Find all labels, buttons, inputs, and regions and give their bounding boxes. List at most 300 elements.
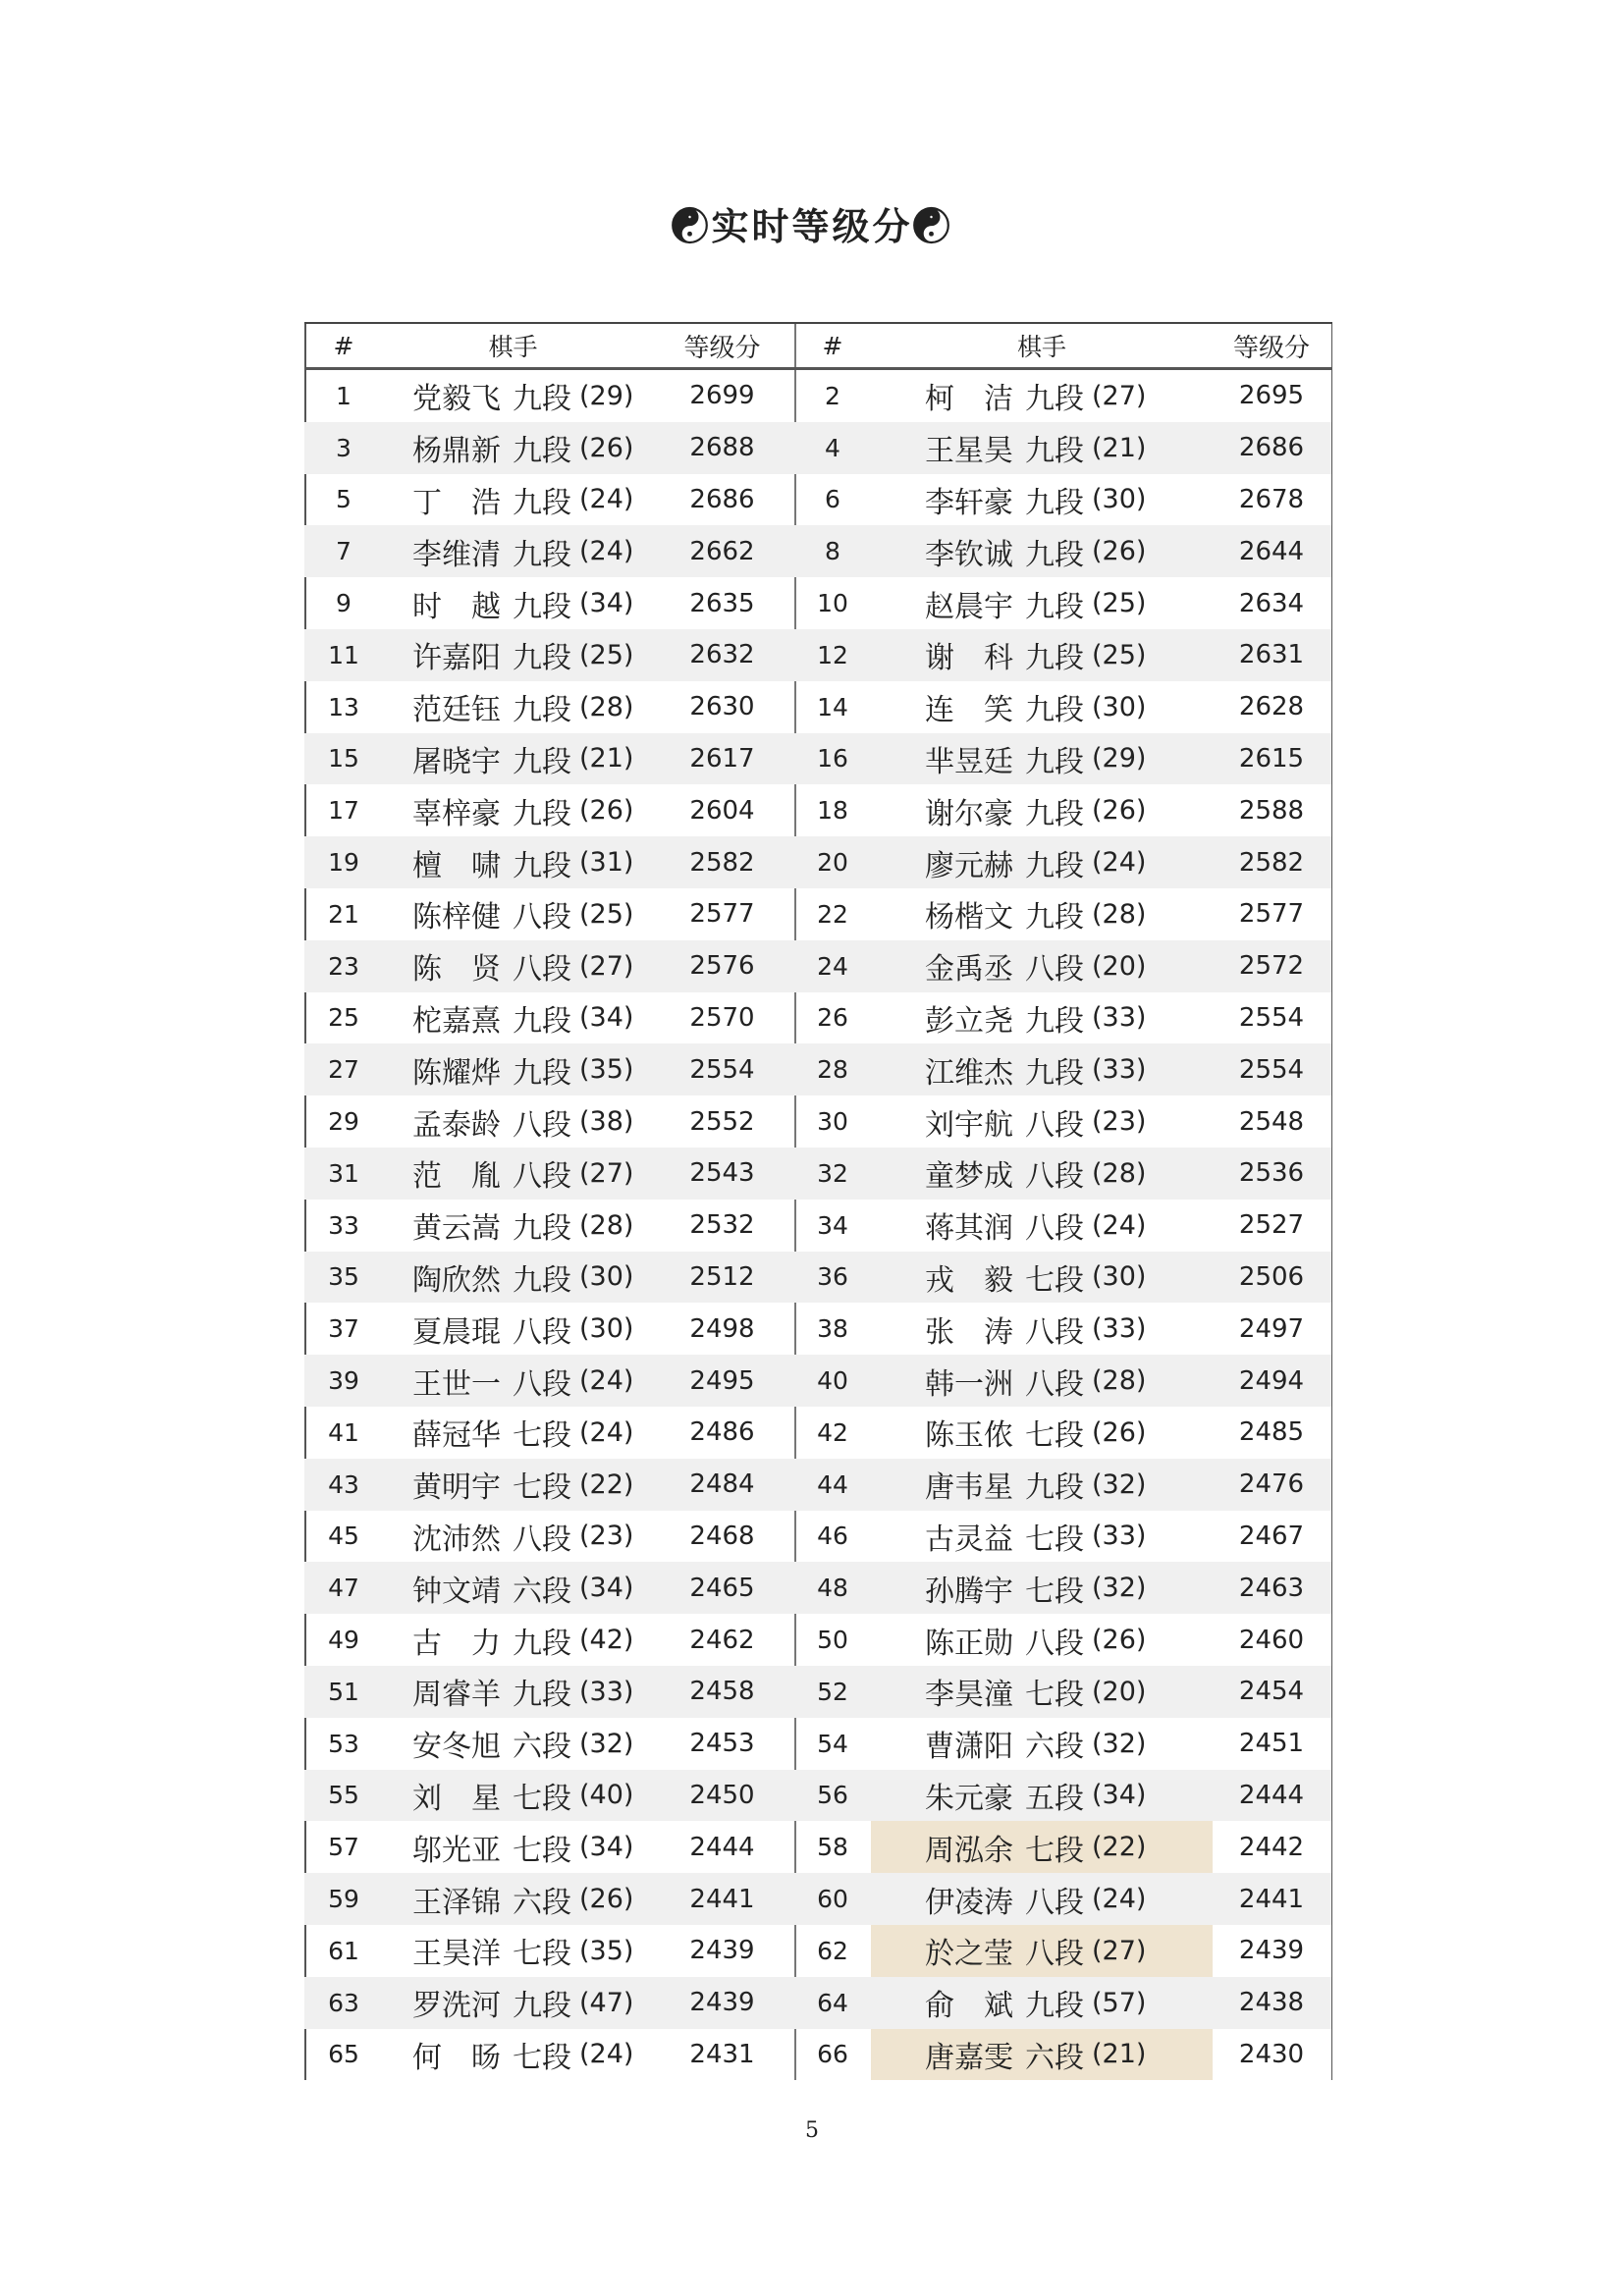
table-row <box>304 1355 1332 1407</box>
player-entry <box>304 629 794 681</box>
rank-number: 7 <box>336 537 352 566</box>
rank-number: 47 <box>328 1574 359 1603</box>
rank-number: 56 <box>817 1781 848 1810</box>
rank-number: 44 <box>817 1469 848 1499</box>
player-dan: 八段 <box>1025 1159 1084 1195</box>
rank-number: 37 <box>328 1314 359 1344</box>
rank-number: 11 <box>328 640 359 669</box>
player-dan: 七段 <box>513 1781 571 1816</box>
player-dan: 七段 <box>513 1937 571 1972</box>
player-entry <box>304 474 794 526</box>
player-cell <box>383 1666 643 1718</box>
player-age: (26) <box>579 1884 634 1914</box>
rating-score: 2462 <box>689 1625 755 1655</box>
rank-number: 36 <box>817 1262 848 1292</box>
table-row <box>304 1095 1332 1148</box>
player-entry <box>794 1355 1332 1407</box>
player-age: (29) <box>1092 743 1147 774</box>
player-dan: 七段 <box>513 1418 571 1454</box>
rank-number: 3 <box>336 433 352 462</box>
rating-score: 2431 <box>689 2039 755 2069</box>
player-cell <box>871 784 1213 836</box>
table-row <box>304 1770 1332 1822</box>
player-name: 黄云嵩 <box>412 1211 501 1247</box>
player-name: 於之莹 <box>925 1937 1013 1972</box>
player-cell <box>383 1614 643 1666</box>
player-age: (35) <box>579 1054 634 1086</box>
player-entry <box>304 1977 794 2029</box>
player-cell <box>383 1148 643 1200</box>
player-age: (34) <box>579 1832 634 1863</box>
rank-number: 9 <box>336 589 352 618</box>
table-row <box>304 681 1332 733</box>
player-name: 范廷钰 <box>412 693 501 728</box>
rank-number: 39 <box>328 1366 359 1396</box>
player-age: (34) <box>1092 1780 1147 1811</box>
player-cell <box>383 474 643 526</box>
player-entry <box>794 1614 1332 1666</box>
rank-number: 52 <box>817 1677 848 1706</box>
rank-number: 30 <box>817 1107 848 1137</box>
table-row <box>304 1200 1332 1252</box>
player-cell <box>871 1977 1213 2029</box>
table-row <box>304 1614 1332 1666</box>
rank-number: 25 <box>328 1003 359 1033</box>
table-header <box>304 324 1332 370</box>
player-entry <box>304 1666 794 1718</box>
player-entry <box>794 1407 1332 1459</box>
player-age: (24) <box>1092 1884 1147 1914</box>
player-cell <box>383 888 643 940</box>
player-dan: 九段 <box>513 537 571 572</box>
player-cell <box>871 733 1213 785</box>
rating-score: 2617 <box>689 743 755 774</box>
player-entry <box>794 1148 1332 1200</box>
player-dan: 七段 <box>1025 1522 1084 1557</box>
player-entry <box>304 1303 794 1355</box>
player-entry <box>794 1200 1332 1252</box>
player-entry <box>794 422 1332 474</box>
rank-number: 26 <box>817 1003 848 1033</box>
player-dan: 八段 <box>513 1107 571 1143</box>
rank-number: 32 <box>817 1158 848 1188</box>
player-age: (22) <box>579 1468 634 1500</box>
rating-score: 2554 <box>1238 1054 1305 1085</box>
rating-score: 2628 <box>1238 692 1305 722</box>
player-name: 许嘉阳 <box>412 641 501 676</box>
table-row <box>304 2029 1332 2081</box>
player-cell <box>871 2029 1213 2081</box>
rank-number: 41 <box>328 1417 359 1447</box>
player-name: 古 力 <box>412 1626 501 1661</box>
player-dan: 九段 <box>513 641 571 676</box>
player-dan: 九段 <box>513 1626 571 1661</box>
player-cell <box>871 1095 1213 1148</box>
player-cell <box>383 1407 643 1459</box>
player-age: (21) <box>1092 2039 1147 2070</box>
player-dan: 七段 <box>513 2040 571 2075</box>
player-dan: 六段 <box>1025 2040 1084 2075</box>
player-entry <box>304 1873 794 1925</box>
rating-score: 2460 <box>1238 1625 1305 1655</box>
rating-score: 2688 <box>689 433 755 463</box>
player-cell <box>383 836 643 888</box>
player-name: 江维杰 <box>925 1055 1013 1091</box>
player-age: (23) <box>579 1521 634 1552</box>
player-name: 刘 星 <box>412 1781 501 1816</box>
player-age: (33) <box>1092 1054 1147 1086</box>
rating-score: 2686 <box>1238 433 1305 463</box>
player-dan: 九段 <box>1025 589 1084 624</box>
player-name: 沈沛然 <box>412 1522 501 1557</box>
player-name: 周泓余 <box>925 1833 1013 1868</box>
player-name: 丁 浩 <box>412 485 501 520</box>
rating-score: 2630 <box>689 692 755 722</box>
table-row <box>304 836 1332 888</box>
player-name: 陈耀烨 <box>412 1055 501 1091</box>
rating-score: 2582 <box>1238 847 1305 878</box>
player-age: (26) <box>1092 1416 1147 1448</box>
player-name: 何 旸 <box>412 2040 501 2075</box>
player-name: 辜梓豪 <box>412 796 501 831</box>
player-cell <box>383 1562 643 1614</box>
player-dan: 九段 <box>1025 537 1084 572</box>
player-cell <box>871 1407 1213 1459</box>
player-cell <box>871 1770 1213 1822</box>
rating-score: 2532 <box>689 1210 755 1241</box>
table-row <box>304 629 1332 681</box>
player-cell <box>383 1821 643 1873</box>
player-age: (42) <box>579 1625 634 1656</box>
player-name: 古灵益 <box>925 1522 1013 1557</box>
rating-score: 2577 <box>689 899 755 930</box>
rank-number: 59 <box>328 1885 359 1913</box>
player-entry <box>794 733 1332 785</box>
table-row <box>304 992 1332 1044</box>
player-dan: 九段 <box>1025 744 1084 779</box>
rank-number: 2 <box>825 381 840 410</box>
table-row <box>304 577 1332 629</box>
player-entry <box>794 1562 1332 1614</box>
rank-number: 28 <box>817 1055 848 1085</box>
player-entry <box>304 577 794 629</box>
rank-number: 55 <box>328 1781 359 1810</box>
rank-number: 50 <box>817 1626 848 1655</box>
player-cell <box>871 1043 1213 1095</box>
rank-number: 60 <box>817 1885 848 1913</box>
player-dan: 八段 <box>513 1366 571 1402</box>
player-cell <box>383 1043 643 1095</box>
player-entry <box>794 629 1332 681</box>
player-age: (27) <box>1092 380 1147 411</box>
player-name: 俞 斌 <box>925 1989 1013 2024</box>
player-name: 金禹丞 <box>925 952 1013 988</box>
table-row <box>304 1043 1332 1095</box>
player-entry <box>304 1407 794 1459</box>
player-age: (32) <box>1092 1728 1147 1759</box>
player-age: (25) <box>579 898 634 930</box>
player-name: 陈梓健 <box>412 900 501 935</box>
rating-score: 2632 <box>689 640 755 670</box>
player-name: 陶欣然 <box>412 1262 501 1298</box>
player-entry <box>304 1614 794 1666</box>
table-row <box>304 1925 1332 1977</box>
player-age: (28) <box>1092 898 1147 930</box>
player-entry <box>304 1821 794 1873</box>
rank-number: 45 <box>328 1522 359 1551</box>
player-cell <box>383 1925 643 1977</box>
player-name: 王星昊 <box>925 434 1013 469</box>
player-name: 钟文靖 <box>412 1574 501 1609</box>
player-name: 李维清 <box>412 537 501 572</box>
rating-score: 2468 <box>689 1521 755 1551</box>
player-cell <box>383 681 643 733</box>
rank-number: 21 <box>328 899 359 929</box>
rating-score: 2588 <box>1238 795 1305 826</box>
player-age: (34) <box>579 1002 634 1034</box>
player-entry <box>794 474 1332 526</box>
player-dan: 九段 <box>513 744 571 779</box>
rating-score: 2439 <box>689 1936 755 1966</box>
rating-score: 2686 <box>689 484 755 514</box>
player-entry <box>304 836 794 888</box>
rating-score: 2695 <box>1238 381 1305 411</box>
player-cell <box>871 1459 1213 1511</box>
player-entry <box>304 370 794 422</box>
rank-number: 64 <box>817 1988 848 2017</box>
player-entry <box>304 1355 794 1407</box>
player-name: 柯 洁 <box>925 382 1013 417</box>
rating-score: 2554 <box>1238 1002 1305 1033</box>
player-cell <box>383 940 643 992</box>
player-dan: 九段 <box>1025 848 1084 883</box>
player-entry <box>794 577 1332 629</box>
player-cell <box>871 525 1213 577</box>
player-entry <box>794 1095 1332 1148</box>
player-dan: 八段 <box>513 952 571 988</box>
player-name: 朱元豪 <box>925 1781 1013 1816</box>
table-body <box>304 370 1332 2080</box>
player-entry <box>304 422 794 474</box>
player-name: 李钦诚 <box>925 537 1013 572</box>
rank-number: 35 <box>328 1262 359 1292</box>
player-dan: 九段 <box>513 848 571 883</box>
rating-table <box>304 322 1332 2080</box>
rating-score: 2495 <box>689 1365 755 1396</box>
player-entry <box>794 1873 1332 1925</box>
rating-score: 2512 <box>689 1261 755 1292</box>
player-dan: 九段 <box>513 693 571 728</box>
rank-number: 27 <box>328 1055 359 1085</box>
player-dan: 七段 <box>1025 1833 1084 1868</box>
player-dan: 九段 <box>513 1989 571 2024</box>
player-entry <box>304 1562 794 1614</box>
player-cell <box>383 2029 643 2081</box>
player-entry <box>794 836 1332 888</box>
header-score: 等级分 <box>683 333 761 363</box>
player-dan: 八段 <box>513 1314 571 1350</box>
player-dan: 八段 <box>1025 1885 1084 1920</box>
player-dan: 九段 <box>1025 1055 1084 1091</box>
rank-number: 22 <box>817 899 848 929</box>
player-age: (20) <box>1092 1676 1147 1707</box>
player-cell <box>871 1148 1213 1200</box>
player-age: (32) <box>1092 1573 1147 1604</box>
table-row <box>304 1873 1332 1925</box>
player-dan: 九段 <box>1025 693 1084 728</box>
player-dan: 八段 <box>1025 1366 1084 1402</box>
player-age: (27) <box>579 1157 634 1189</box>
rating-score: 2451 <box>1238 1729 1305 1759</box>
rating-score: 2662 <box>689 536 755 566</box>
player-entry <box>304 1095 794 1148</box>
player-dan: 九段 <box>1025 1989 1084 2024</box>
player-name: 廖元赫 <box>925 848 1013 883</box>
player-name: 邬光亚 <box>412 1833 501 1868</box>
player-dan: 七段 <box>1025 1262 1084 1298</box>
player-cell <box>383 1977 643 2029</box>
rating-score: 2634 <box>1238 588 1305 618</box>
player-cell <box>871 836 1213 888</box>
player-cell <box>383 577 643 629</box>
player-name: 檀 啸 <box>412 848 501 883</box>
player-cell <box>871 629 1213 681</box>
player-dan: 八段 <box>1025 1937 1084 1972</box>
player-cell <box>871 1821 1213 1873</box>
table-row <box>304 1718 1332 1770</box>
player-age: (21) <box>579 743 634 774</box>
rating-score: 2543 <box>689 1158 755 1189</box>
player-name: 谢尔豪 <box>925 796 1013 831</box>
rank-number: 49 <box>328 1626 359 1655</box>
player-age: (31) <box>579 847 634 879</box>
player-name: 黄明宇 <box>412 1470 501 1506</box>
rank-number: 66 <box>817 2040 848 2069</box>
player-cell <box>383 992 643 1044</box>
rank-number: 38 <box>817 1314 848 1344</box>
player-age: (27) <box>579 950 634 982</box>
player-entry <box>304 1043 794 1095</box>
rating-score: 2453 <box>689 1729 755 1759</box>
table-row <box>304 940 1332 992</box>
rank-number: 53 <box>328 1729 359 1758</box>
player-name: 戎 毅 <box>925 1262 1013 1298</box>
player-cell <box>871 1718 1213 1770</box>
player-dan: 九段 <box>513 796 571 831</box>
player-cell <box>871 992 1213 1044</box>
player-dan: 八段 <box>1025 1626 1084 1661</box>
player-dan: 八段 <box>1025 1107 1084 1143</box>
player-age: (32) <box>579 1728 634 1759</box>
player-age: (28) <box>579 691 634 722</box>
player-age: (24) <box>1092 847 1147 879</box>
player-cell <box>383 1511 643 1563</box>
player-cell <box>383 422 643 474</box>
rating-score: 2552 <box>689 1106 755 1137</box>
player-age: (34) <box>579 588 634 619</box>
player-entry <box>794 1666 1332 1718</box>
rank-number: 62 <box>817 1936 848 1965</box>
rank-number: 16 <box>817 744 848 774</box>
player-name: 党毅飞 <box>412 382 501 417</box>
player-age: (30) <box>579 1313 634 1345</box>
player-name: 范 胤 <box>412 1159 501 1195</box>
player-entry <box>794 888 1332 940</box>
rank-number: 14 <box>817 692 848 721</box>
player-age: (27) <box>1092 1935 1147 1966</box>
player-cell <box>871 1925 1213 1977</box>
table-row <box>304 784 1332 836</box>
player-cell <box>871 1303 1213 1355</box>
player-dan: 八段 <box>513 900 571 935</box>
player-age: (38) <box>579 1106 634 1138</box>
player-age: (24) <box>1092 1209 1147 1241</box>
table-row <box>304 1977 1332 2029</box>
player-age: (24) <box>579 1365 634 1397</box>
player-name: 王昊洋 <box>412 1937 501 1972</box>
player-cell <box>383 525 643 577</box>
rank-number: 13 <box>328 692 359 721</box>
player-name: 伊凌涛 <box>925 1885 1013 1920</box>
player-entry <box>304 1252 794 1304</box>
player-age: (24) <box>579 2039 634 2070</box>
player-cell <box>383 1459 643 1511</box>
rating-score: 2463 <box>1238 1573 1305 1603</box>
rating-score: 2485 <box>1238 1417 1305 1448</box>
rating-score: 2439 <box>689 1988 755 2018</box>
rank-number: 65 <box>328 2040 359 2069</box>
rank-number: 61 <box>328 1936 359 1965</box>
player-dan: 九段 <box>513 1055 571 1091</box>
player-age: (25) <box>1092 639 1147 670</box>
player-age: (26) <box>1092 795 1147 827</box>
player-age: (33) <box>579 1676 634 1707</box>
player-cell <box>871 1355 1213 1407</box>
player-age: (25) <box>579 639 634 670</box>
player-name: 刘宇航 <box>925 1107 1013 1143</box>
rating-score: 2554 <box>689 1054 755 1085</box>
player-age: (30) <box>1092 484 1147 515</box>
player-name: 陈玉侬 <box>925 1418 1013 1454</box>
rating-score: 2450 <box>689 1780 755 1810</box>
header-rank-number: # <box>822 331 843 360</box>
player-dan: 九段 <box>513 589 571 624</box>
rank-number: 48 <box>817 1574 848 1603</box>
table-row <box>304 1459 1332 1511</box>
player-dan: 九段 <box>513 1678 571 1713</box>
player-age: (21) <box>1092 432 1147 463</box>
table-row <box>304 1666 1332 1718</box>
player-cell <box>871 1614 1213 1666</box>
player-dan: 九段 <box>1025 900 1084 935</box>
player-cell <box>383 629 643 681</box>
player-age: (25) <box>1092 588 1147 619</box>
player-age: (26) <box>579 432 634 463</box>
rank-number: 17 <box>328 796 359 826</box>
player-name: 孟泰龄 <box>412 1107 501 1143</box>
rank-number: 12 <box>817 640 848 669</box>
player-dan: 八段 <box>1025 1314 1084 1350</box>
player-cell <box>383 1200 643 1252</box>
player-name: 王世一 <box>412 1366 501 1402</box>
player-dan: 九段 <box>1025 434 1084 469</box>
rank-number: 23 <box>328 951 359 981</box>
rating-score: 2465 <box>689 1573 755 1603</box>
player-name: 罗洗河 <box>412 1989 501 2024</box>
table-row <box>304 1303 1332 1355</box>
player-dan: 九段 <box>513 434 571 469</box>
rating-score: 2441 <box>689 1884 755 1914</box>
